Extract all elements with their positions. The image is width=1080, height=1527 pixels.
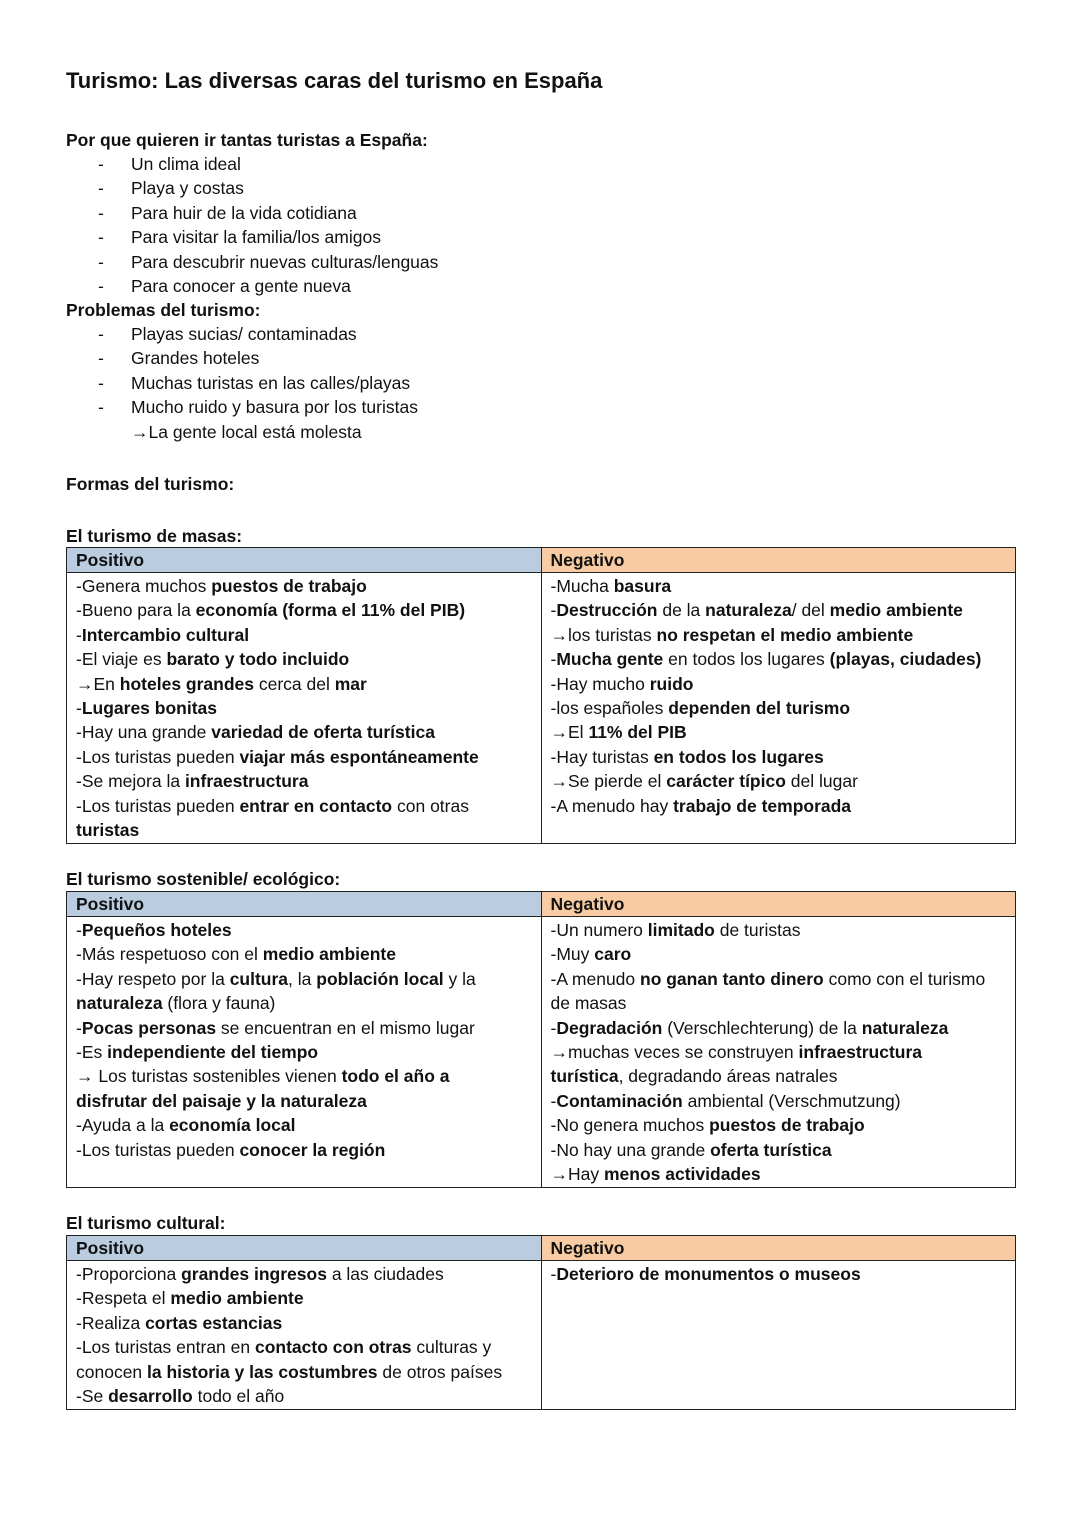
reasons-list	[66, 152, 438, 298]
bold-text: naturaleza	[705, 600, 792, 621]
cell-line	[76, 1360, 532, 1384]
table-turismo-sostenible	[66, 891, 1016, 1188]
cell-line	[76, 1016, 532, 1040]
cell-line	[551, 720, 1007, 744]
document-title: Turismo: Las diversas caras del turismo en España	[66, 68, 603, 93]
cell-line	[551, 745, 1007, 769]
bold-text: Mucha gente	[556, 649, 664, 670]
negative-cell	[541, 573, 1016, 844]
bold-text: conocer la región	[239, 1139, 386, 1160]
text: -	[76, 1017, 82, 1038]
bold-text: disfrutar del paisaje y la naturaleza	[76, 1090, 367, 1111]
bold-text: menos actividades	[603, 1164, 761, 1185]
text: -Muy	[550, 944, 595, 965]
text: -	[550, 1090, 557, 1111]
cell-line	[551, 1016, 1007, 1040]
cell-line	[551, 672, 1007, 696]
text: -Se	[76, 1386, 109, 1407]
consequence-item: →La gente local está molesta	[131, 421, 362, 442]
text: -Genera muchos	[76, 576, 212, 596]
bold-text: caro	[594, 944, 632, 965]
text: -Un numero	[550, 920, 648, 940]
cell-line	[551, 967, 1007, 991]
text: -Los turistas pueden	[76, 795, 240, 816]
text: →Hay	[550, 1164, 604, 1185]
bold-text: variedad de oferta turística	[211, 722, 435, 743]
text: -A menudo	[550, 968, 640, 989]
cell-line	[551, 1064, 1007, 1088]
list-item: - Playas sucias/ contaminadas	[66, 322, 418, 346]
cell-line	[551, 794, 1007, 818]
cell-line	[551, 647, 1007, 671]
cell-line	[551, 1262, 1007, 1286]
text: , degradando áreas natrales	[618, 1066, 838, 1087]
text: -Ayuda a la	[76, 1115, 170, 1136]
bold-text: entrar en contacto	[239, 795, 393, 816]
bold-text: limitado	[647, 920, 715, 940]
cell-line	[76, 991, 532, 1015]
text: -Proporciona	[76, 1264, 182, 1284]
cell-line	[76, 769, 532, 793]
text: como con el turismo	[823, 968, 986, 989]
text: -Se mejora la	[76, 771, 185, 792]
text: →En	[76, 673, 120, 694]
text: -	[550, 1017, 557, 1038]
cell-line	[76, 745, 532, 769]
text: a las ciudades	[326, 1264, 444, 1284]
positive-cell	[67, 917, 542, 1188]
bold-text: Contaminación	[556, 1090, 683, 1111]
text: -Hay turistas	[550, 746, 654, 767]
cell-line	[551, 598, 1007, 622]
bold-text: puestos de trabajo	[709, 1115, 865, 1136]
cell-line	[76, 1286, 532, 1310]
bold-text: barato y todo incluido	[166, 649, 350, 670]
bold-text: grandes ingresos	[181, 1264, 327, 1284]
text: -	[76, 698, 82, 719]
bold-text: infraestructura	[184, 771, 309, 792]
text: todo el año	[192, 1386, 285, 1407]
bold-text: turística	[550, 1066, 619, 1087]
bold-text: cortas estancias	[145, 1312, 283, 1333]
text: -Respeta el	[76, 1288, 171, 1309]
bold-text: mar	[334, 673, 367, 694]
negative-cell	[541, 1261, 1016, 1410]
text: ambiental (Verschmutzung)	[682, 1090, 901, 1111]
text: -	[550, 649, 557, 670]
bold-text: ruido	[649, 673, 694, 694]
negative-cell	[541, 917, 1016, 1188]
bold-text: hoteles grandes	[119, 673, 254, 694]
positive-cell	[67, 573, 542, 844]
empty-line	[551, 1360, 1007, 1384]
text: -los españoles	[550, 698, 669, 719]
cell-line	[551, 1138, 1007, 1162]
cell-line	[76, 696, 532, 720]
column-header-negative: Negativo	[541, 1236, 1016, 1261]
list-item: - Grandes hoteles	[66, 346, 418, 370]
bold-text: naturaleza	[76, 993, 163, 1014]
text: / del	[791, 600, 830, 621]
bold-text: puestos de trabajo	[211, 576, 367, 596]
list-item: - Para conocer a gente nueva	[66, 274, 438, 298]
bold-text: no respetan el medio ambiente	[656, 624, 914, 645]
text: →El	[550, 722, 589, 743]
bold-text: oferta turística	[710, 1139, 832, 1160]
text: conocen	[76, 1361, 148, 1382]
column-header-positive: Positivo	[67, 548, 542, 573]
bold-text: población local	[316, 968, 444, 989]
text: -Hay mucho	[550, 673, 650, 694]
cell-line	[551, 574, 1007, 598]
text: -Es	[76, 1042, 108, 1063]
cell-line	[76, 1064, 532, 1088]
section-label-sostenible: El turismo sostenible/ ecológico:	[66, 869, 341, 889]
cell-line	[76, 1089, 532, 1113]
cell-line	[76, 1262, 532, 1286]
bold-text: Degradación	[556, 1017, 663, 1038]
problems-list	[66, 322, 418, 444]
empty-line	[551, 818, 1007, 842]
text: -	[76, 920, 82, 940]
cell-line	[76, 967, 532, 991]
cell-line	[76, 623, 532, 647]
cell-line	[551, 1089, 1007, 1113]
text: se encuentran en el mismo lugar	[216, 1017, 475, 1038]
cell-line	[76, 672, 532, 696]
list-item: - Para huir de la vida cotidiana	[66, 201, 438, 225]
cell-line	[76, 720, 532, 744]
text: →los turistas	[550, 624, 657, 645]
text: -	[76, 624, 82, 645]
bold-text: Pequeños hoteles	[81, 920, 232, 940]
table-turismo-masas	[66, 547, 1016, 844]
text: (Verschlechterung) de la	[662, 1017, 862, 1038]
text: -	[550, 1264, 557, 1284]
bold-text: carácter típico	[666, 771, 786, 792]
bold-text: Destrucción	[556, 600, 658, 621]
cell-line	[76, 1113, 532, 1137]
list-item: - Mucho ruido y basura por los turistas	[66, 395, 418, 419]
empty-line	[76, 1162, 532, 1186]
text: -Realiza	[76, 1312, 146, 1333]
cell-line	[76, 1040, 532, 1064]
cell-line	[76, 1335, 532, 1359]
bold-text: independiente del tiempo	[107, 1042, 319, 1063]
cell-line	[551, 942, 1007, 966]
cell-line	[76, 942, 532, 966]
cell-line	[76, 1138, 532, 1162]
cell-line	[76, 818, 532, 842]
cell-line	[551, 991, 1007, 1015]
text: cerca del	[254, 673, 335, 694]
bold-text: Pocas personas	[81, 1017, 217, 1038]
bold-text: basura	[613, 576, 672, 596]
section-label-masas: El turismo de masas:	[66, 526, 243, 546]
column-header-negative: Negativo	[541, 548, 1016, 573]
cell-line	[551, 918, 1007, 942]
text: -	[550, 600, 557, 621]
bold-text: Deterioro de monumentos o museos	[556, 1264, 861, 1284]
list-item: - Para visitar la familia/los amigos	[66, 225, 438, 249]
cell-line	[76, 574, 532, 598]
list-item: - Para descubrir nuevas culturas/lenguas	[66, 250, 438, 274]
text: , la	[288, 968, 317, 989]
empty-line	[551, 1311, 1007, 1335]
text: -Mucha	[550, 576, 614, 596]
bold-text: medio ambiente	[262, 944, 396, 965]
text: culturas y	[411, 1337, 492, 1358]
text: y la	[443, 968, 476, 989]
bold-text: trabajo de temporada	[673, 795, 852, 816]
cell-line	[76, 1384, 532, 1408]
table-turismo-cultural	[66, 1235, 1016, 1410]
text: -Los turistas pueden	[76, 1139, 240, 1160]
text: →muchas veces se construyen	[550, 1042, 799, 1063]
cell-line	[551, 769, 1007, 793]
cell-line	[76, 1311, 532, 1335]
text: (flora y fauna)	[162, 993, 276, 1014]
cell-line	[551, 696, 1007, 720]
column-header-positive: Positivo	[67, 1236, 542, 1261]
bold-text: medio ambiente	[170, 1288, 304, 1309]
cell-line	[551, 1040, 1007, 1064]
text: -El viaje es	[76, 649, 167, 670]
column-header-positive: Positivo	[67, 892, 542, 917]
text: →Se pierde el	[550, 771, 667, 792]
bold-text: Intercambio cultural	[81, 624, 250, 645]
cell-line	[76, 598, 532, 622]
empty-line	[551, 1286, 1007, 1310]
positive-cell	[67, 1261, 542, 1410]
bold-text: dependen del turismo	[668, 698, 851, 719]
text: en todos los lugares	[663, 649, 830, 670]
bold-text: medio ambiente	[829, 600, 963, 621]
text: → Los turistas sostenibles vienen	[76, 1066, 342, 1087]
bold-text: viajar más espontáneamente	[239, 746, 479, 767]
text: -A menudo hay	[550, 795, 674, 816]
cell-line	[76, 794, 532, 818]
bold-text: desarrollo	[108, 1386, 193, 1407]
bold-text: cultura	[229, 968, 289, 989]
text: -Bueno para la	[76, 600, 196, 621]
forms-heading: Formas del turismo:	[66, 474, 235, 494]
bold-text: en todos los lugares	[653, 746, 824, 767]
bold-text: economía local	[169, 1115, 296, 1136]
text: -Los turistas pueden	[76, 746, 240, 767]
cell-line	[76, 647, 532, 671]
bold-text: economía (forma el 11% del PIB)	[195, 600, 466, 621]
text: -No genera muchos	[550, 1115, 710, 1136]
column-header-negative: Negativo	[541, 892, 1016, 917]
text: con otras	[392, 795, 469, 816]
text: -Hay una grande	[76, 722, 212, 743]
section-label-cultural: El turismo cultural:	[66, 1213, 226, 1233]
empty-line	[551, 1384, 1007, 1408]
cell-line	[551, 1113, 1007, 1137]
list-item: - Un clima ideal	[66, 152, 438, 176]
text: de masas	[550, 993, 627, 1014]
text: de la	[657, 600, 706, 621]
bold-text: todo el año a	[341, 1066, 450, 1087]
text: de turistas	[714, 920, 801, 940]
bold-text: 11% del PIB	[588, 722, 687, 743]
bold-text: (playas, ciudades)	[829, 649, 982, 670]
cell-line	[551, 623, 1007, 647]
text: -Los turistas entran en	[76, 1337, 255, 1358]
text: -No hay una grande	[550, 1139, 711, 1160]
bold-text: naturaleza	[861, 1017, 949, 1038]
list-item: - Muchas turistas en las calles/playas	[66, 371, 418, 395]
bold-text: contacto con otras	[254, 1337, 412, 1358]
bold-text: la historia y las costumbres	[147, 1361, 378, 1382]
bold-text: infraestructura	[798, 1042, 923, 1063]
bold-text: Lugares bonitas	[81, 698, 217, 719]
text: -Más respetuoso con el	[76, 944, 263, 965]
cell-line	[551, 1162, 1007, 1186]
bold-text: turistas	[76, 820, 140, 841]
problems-heading: Problemas del turismo:	[66, 300, 261, 320]
text: del lugar	[785, 771, 858, 792]
text: -Hay respeto por la	[76, 968, 230, 989]
bold-text: no ganan tanto dinero	[640, 968, 824, 989]
text: de otros países	[377, 1361, 503, 1382]
empty-line	[551, 1335, 1007, 1359]
reasons-heading: Por que quieren ir tantas turistas a España:	[66, 130, 428, 150]
cell-line	[76, 918, 532, 942]
list-item: - Playa y costas	[66, 176, 438, 200]
